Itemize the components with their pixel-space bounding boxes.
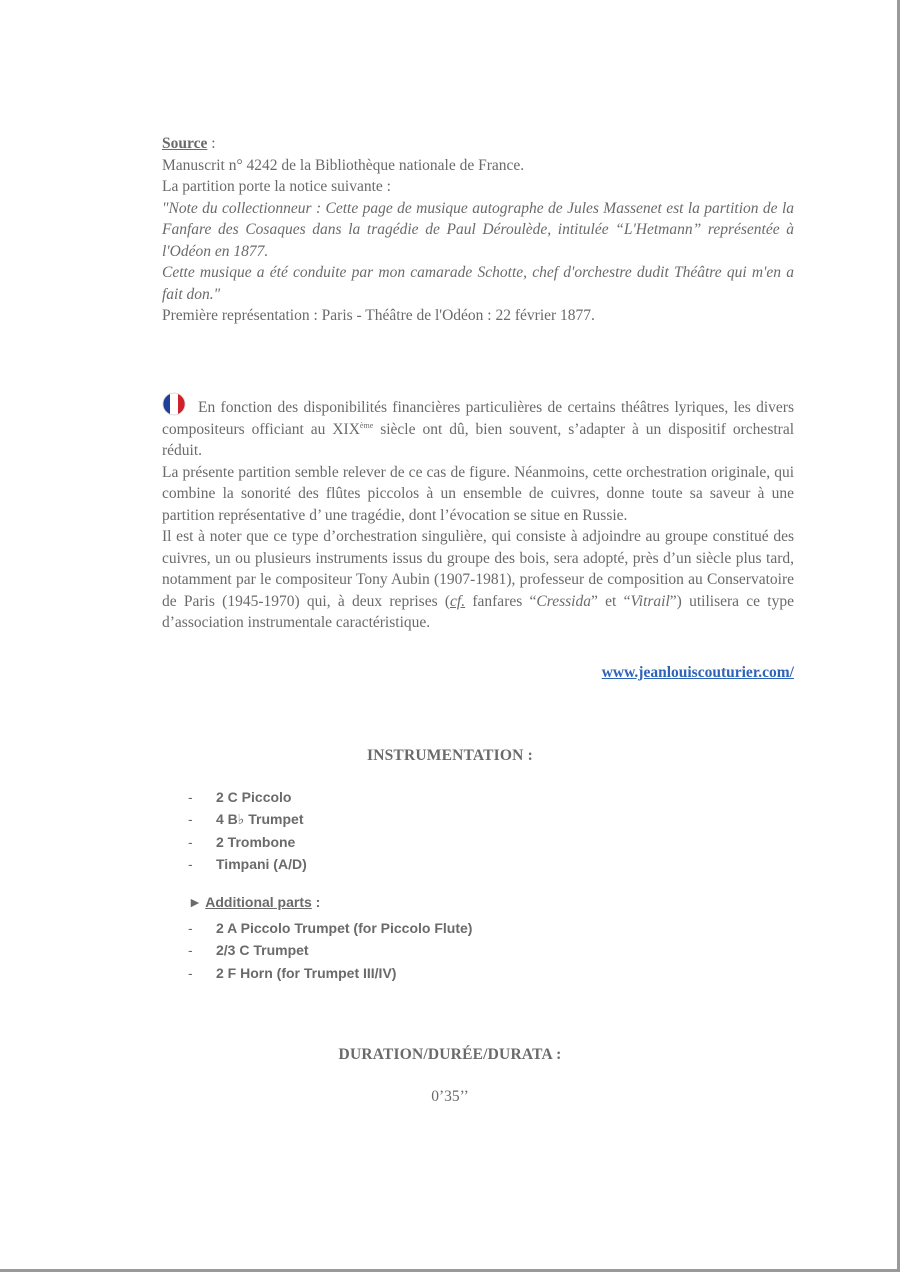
commentary-paragraph-3: Il est à noter que ce type d’orchestration singulière, qui consiste à adjoindre au groupe constitué des cuivres, un ou plusieurs instruments issus du groupe des bois, sera adopté, près d’un siècle plus tard, notamment par le compositeur Tony Aubin (1907-1981), professeur de composition au Conservatoire de Paris (1945-1970) qui, à deux reprises (cf. fanfares “Cressida” et “Vitrail”) utilisera ce type d’association instrumentale caractéristique. xyxy=(162,528,794,631)
collector-note-quote-continued: Cette musique a été conduite par mon camarade Schotte, chef d'orchestre dudit Théâtre qui m'en a fait don." xyxy=(162,264,794,303)
source-heading: Source : xyxy=(162,135,216,152)
website-link[interactable]: www.jeanlouiscouturier.com/ xyxy=(601,664,794,681)
instrumentation-heading: INSTRUMENTATION : xyxy=(366,747,534,764)
source-section xyxy=(162,133,794,327)
instrument-item: - 2 Trombone xyxy=(188,831,307,853)
duration-heading: DURATION/DURÉE/DURATA : xyxy=(338,1046,562,1063)
cf-abbrev: cf. xyxy=(450,592,466,610)
additional-parts-heading: ► Additional parts : xyxy=(188,894,321,910)
commentary-paragraph-2: La présente partition semble relever de ce cas de figure. Néanmoins, cette orchestration originale, qui combine la sonorité des flûtes piccolos à un ensemble de cuivres, donne toute sa saveur à une partition représentative d’ une tragédie, dont l’évocation se situe en Russie. xyxy=(162,463,794,524)
additional-part-item: - 2/3 C Trumpet xyxy=(188,939,472,961)
additional-parts-list xyxy=(188,917,472,984)
cressida-title: Cressida xyxy=(536,592,591,610)
additional-part-item: - 2 A Piccolo Trumpet (for Piccolo Flute) xyxy=(188,917,472,939)
commentary-section xyxy=(162,392,794,634)
instrument-list xyxy=(188,786,307,875)
source-line-manuscript: Manuscrit n° 4242 de la Bibliothèque nationale de France. xyxy=(162,156,525,174)
instrument-item: - 2 C Piccolo xyxy=(188,786,307,808)
collector-note-quote: "Note du collectionneur : Cette page de musique autographe de Jules Massenet est la partition de la Fanfare des Cosaques dans la tragédie de Paul Déroulède, intitulée “L'Hetmann” représentée à l'Odéon en 1877. xyxy=(162,199,794,260)
commentary-paragraph-1: En fonction des disponibilités financières particulières de certains théâtres lyriques, les divers compositeurs officiant au XIXème siècle ont dû, bien souvent, s’adapter à un dispositif orchestral réduit. xyxy=(162,392,794,462)
duration-value: 0’35’’ xyxy=(431,1088,469,1105)
triangle-right-icon: ► xyxy=(188,894,202,910)
instrument-item: - 4 B♭ Trumpet xyxy=(188,808,307,830)
additional-part-item: - 2 F Horn (for Trumpet III/IV) xyxy=(188,962,472,984)
vitrail-title: Vitrail xyxy=(630,592,670,610)
instrument-item: - Timpani (A/D) xyxy=(188,853,307,875)
premiere-line: Première représentation : Paris - Théâtre de l'Odéon : 22 février 1877. xyxy=(162,307,595,324)
source-line-notice: La partition porte la notice suivante : xyxy=(162,178,391,195)
source-label: Source xyxy=(162,135,208,152)
french-flag-icon xyxy=(162,392,186,416)
